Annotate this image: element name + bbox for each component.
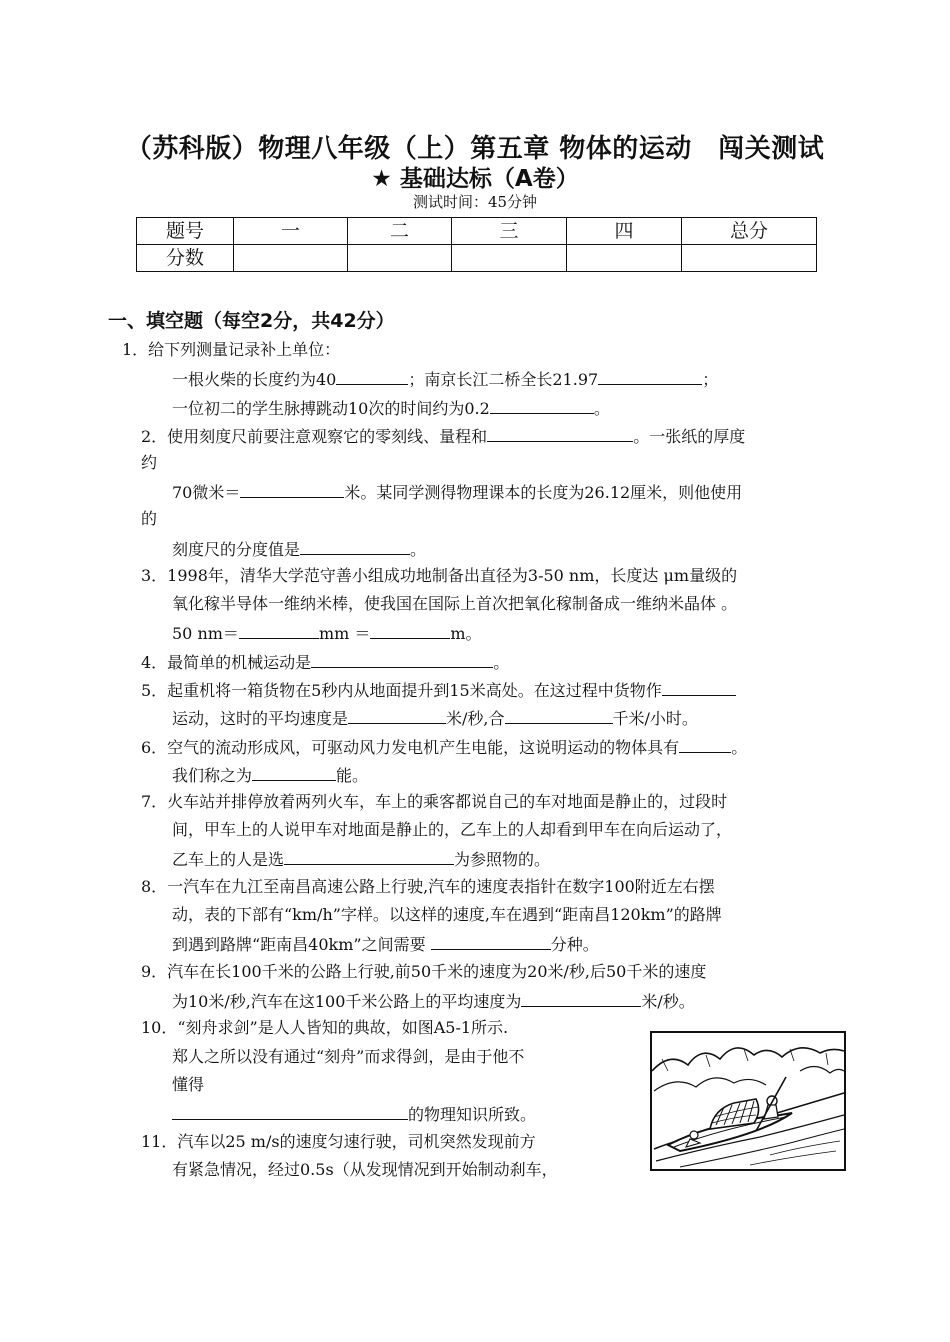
score-table-cell: 总分	[682, 218, 817, 245]
question-text: 间，甲车上的人说甲车对地面是静止的，乙车上的人却看到甲车在向后运动了，	[172, 820, 733, 839]
question-text: 能。	[336, 766, 369, 785]
question-1-line	[172, 397, 610, 419]
answer-blank[interactable]	[336, 368, 408, 385]
question-text: 千米/小时。	[612, 709, 698, 728]
question-9-line	[141, 962, 706, 982]
answer-blank[interactable]	[300, 538, 410, 555]
boat-illustration	[650, 1031, 846, 1171]
question-text: 氧化稼半导体一维纳米棒，使我国在国际上首次把氧化稼制备成一维纳米晶体 。	[172, 594, 738, 613]
question-text: 动，表的下部有“km/h”字样。以这样的速度,车在遇到“距南昌120km”的路牌	[172, 905, 722, 924]
question-11-line	[141, 1132, 536, 1152]
question-text: 的物理知识所致。	[408, 1105, 537, 1124]
question-text: 9．汽车在长100千米的公路上行驶,前50千米的速度为20米/秒,后50千米的速度	[141, 962, 707, 981]
question-5-line	[141, 679, 736, 701]
question-text: 米/秒。	[641, 992, 695, 1011]
question-text: 米。某同学测得物理课本的长度为26.12厘米，则他使用	[344, 483, 743, 502]
question-text: 1．给下列测量记录补上单位：	[122, 340, 341, 359]
question-text: 乙车上的人是选	[172, 850, 285, 869]
question-text: 2．使用刻度尺前要注意观察它的零刻线、量程和	[141, 427, 488, 446]
question-10-line	[172, 1047, 524, 1067]
question-6-line	[172, 764, 368, 786]
score-table	[136, 217, 817, 272]
question-9-line	[172, 990, 695, 1012]
question-text: 我们称之为	[172, 766, 253, 785]
question-10-line	[172, 1075, 204, 1095]
question-text: 分种。	[550, 935, 599, 954]
question-text: 50 nm＝	[172, 624, 239, 643]
score-input-cell[interactable]	[348, 245, 452, 272]
answer-blank[interactable]	[521, 990, 641, 1007]
answer-blank[interactable]	[311, 651, 493, 668]
question-2-line	[141, 425, 745, 447]
question-text: 一位初二的学生脉搏跳动10次的时间约为0.2	[172, 399, 490, 418]
answer-blank[interactable]	[172, 1103, 408, 1120]
question-5-line	[172, 707, 698, 729]
answer-blank[interactable]	[252, 764, 336, 781]
question-text: 刻度尺的分度值是	[172, 540, 301, 559]
answer-blank[interactable]	[284, 848, 454, 865]
score-table-cell: 分数	[137, 245, 234, 272]
question-text: 10．“刻舟求剑”是人人皆知的典故，如图A5-1所示.	[141, 1018, 509, 1037]
score-table-header-row	[137, 218, 817, 245]
question-text: 5．起重机将一箱货物在5秒内从地面提升到15米高处。在这过程中货物作	[141, 681, 662, 700]
question-text: 4．最简单的机械运动是	[141, 653, 312, 672]
score-table-cell: 一	[234, 218, 348, 245]
question-text: 郑人之所以没有通过“刻舟”而求得剑，是由于他不	[172, 1047, 525, 1066]
question-text: 为10米/秒,汽车在这100千米公路上的平均速度为	[172, 992, 522, 1011]
answer-blank[interactable]	[431, 933, 551, 950]
question-4-line	[141, 651, 509, 673]
question-8-line	[172, 933, 599, 955]
question-8-line	[141, 877, 715, 897]
question-text: 到遇到路牌“距南昌40km”之间需要	[172, 935, 431, 954]
question-text: m。	[450, 624, 482, 643]
question-text: 70微米＝	[172, 483, 241, 502]
question-text: 的	[141, 509, 158, 528]
score-table-cell: 三	[452, 218, 567, 245]
question-text: 运动，这时的平均速度是	[172, 709, 349, 728]
question-2-line	[141, 453, 157, 473]
question-text: 。	[410, 540, 427, 559]
answer-blank[interactable]	[598, 368, 702, 385]
question-text: 米/秒,合	[446, 709, 505, 728]
question-text: ；南京长江二桥全长21.97	[408, 370, 599, 389]
question-2-line	[172, 481, 742, 503]
page-subtitle: ★ 基础达标（A卷）	[371, 166, 579, 192]
question-3-line	[172, 622, 482, 644]
question-text: 3．1998年，清华大学范守善小组成功地制备出直径为3-50 nm，长度达 μm量级的	[141, 566, 738, 585]
question-7-line	[172, 820, 732, 840]
question-text: 。	[593, 399, 610, 418]
question-text: 一根火柴的长度约为40	[172, 370, 337, 389]
question-1-line	[172, 368, 718, 390]
score-table-cell: 四	[567, 218, 682, 245]
question-text: 。一张纸的厚度	[633, 427, 746, 446]
score-table-cell: 题号	[137, 218, 234, 245]
answer-blank[interactable]	[348, 707, 446, 724]
question-text: 。	[493, 653, 510, 672]
answer-blank[interactable]	[239, 622, 319, 639]
page-title: （苏科版）物理八年级（上）第五章 物体的运动 闯关测试	[125, 134, 825, 164]
answer-blank[interactable]	[487, 425, 633, 442]
question-text: 6．空气的流动形成风，可驱动风力发电机产生电能，这说明运动的物体具有	[141, 738, 680, 757]
question-text: 有紧急情况，经过0.5s（从发现情况到开始制动刹车，	[172, 1160, 558, 1179]
question-6-line	[141, 736, 747, 758]
answer-blank[interactable]	[370, 622, 450, 639]
question-7-line	[141, 792, 727, 812]
question-7-line	[172, 848, 550, 870]
question-10-line	[141, 1018, 508, 1038]
question-1-line	[122, 340, 340, 360]
answer-blank[interactable]	[662, 679, 736, 696]
score-input-cell[interactable]	[567, 245, 682, 272]
question-text: 7．火车站并排停放着两列火车，车上的乘客都说自己的车对地面是静止的，过段时	[141, 792, 728, 811]
question-text: 约	[141, 453, 158, 472]
score-input-cell[interactable]	[682, 245, 817, 272]
question-2-line	[172, 538, 426, 560]
question-11-line	[172, 1160, 558, 1180]
answer-blank[interactable]	[490, 397, 594, 414]
answer-blank[interactable]	[240, 481, 344, 498]
question-2-line	[141, 509, 157, 529]
question-text: 11．汽车以25 m/s的速度匀速行驶，司机突然发现前方	[141, 1132, 536, 1151]
test-time: 测试时间：45分钟	[412, 193, 538, 211]
question-text: 懂得	[172, 1075, 205, 1094]
question-3-line	[172, 594, 737, 614]
question-3-line	[141, 566, 737, 586]
section-heading: 一、填空题（每空2分，共42分）	[108, 310, 395, 332]
question-8-line	[172, 905, 722, 925]
answer-blank[interactable]	[505, 707, 613, 724]
question-text: 为参照物的。	[454, 850, 551, 869]
question-text: ；	[702, 370, 719, 389]
answer-blank[interactable]	[679, 736, 731, 753]
score-table-score-row	[137, 245, 817, 272]
score-table-cell: 二	[348, 218, 452, 245]
score-input-cell[interactable]	[452, 245, 567, 272]
score-input-cell[interactable]	[234, 245, 348, 272]
question-text: 8．一汽车在九江至南昌高速公路上行驶,汽车的速度表指针在数字100附近左右摆	[141, 877, 715, 896]
question-10-line	[172, 1103, 536, 1125]
question-text: 。	[731, 738, 748, 757]
question-text: mm ＝	[318, 624, 371, 643]
